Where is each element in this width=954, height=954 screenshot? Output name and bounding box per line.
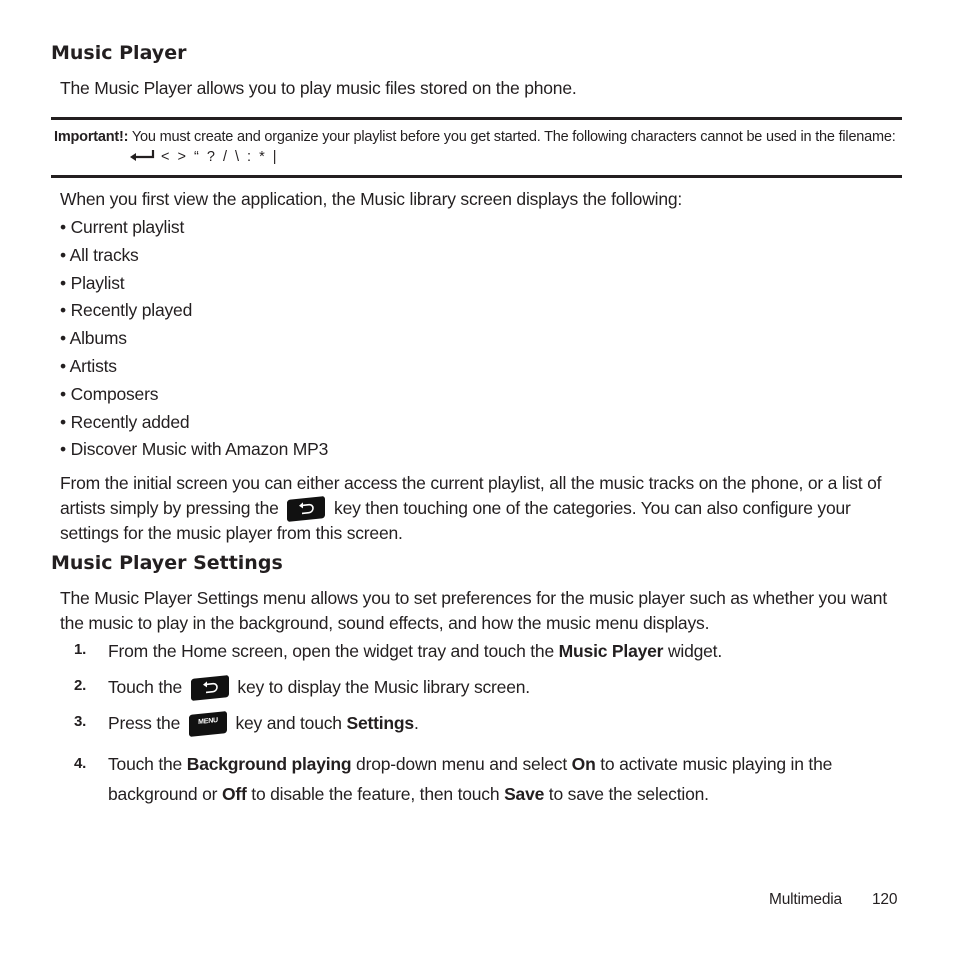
- settings-intro: The Music Player Settings menu allows you to set preferences for the music player such as whether you want the music to play in the background, sound effects, and how the music menu displays.: [60, 588, 887, 633]
- settings-steps: [74, 641, 904, 809]
- page-number: 120: [872, 891, 898, 908]
- intro-paragraph: The Music Player allows you to play music files stored on the phone.: [60, 78, 577, 98]
- step-2: 2. Touch the key to display the Music library screen.: [74, 677, 904, 713]
- heading-music-player-settings: Music Player Settings: [51, 552, 283, 574]
- library-list: [60, 215, 328, 465]
- footer-section: Multimedia: [769, 891, 842, 908]
- menu-key-icon: MENU: [189, 711, 227, 737]
- important-label: Important!:: [54, 129, 129, 145]
- back-key-icon: [287, 496, 325, 522]
- important-note: [51, 117, 902, 178]
- forbidden-characters-text: < > “ ? / \ : * |: [161, 149, 279, 165]
- list-item: • Recently played: [60, 300, 193, 321]
- step-1: 1. From the Home screen, open the widget tray and touch the Music Player widget.: [74, 641, 722, 661]
- heading-music-player: Music Player: [51, 42, 187, 64]
- back-key-icon: [191, 675, 229, 701]
- list-item: • Playlist: [60, 272, 125, 293]
- important-text: You must create and organize your playlist before you get started. The following characters cannot be used in the filename:: [131, 129, 896, 145]
- list-item: • All tracks: [60, 244, 139, 265]
- initial-screen-paragraph: From the initial screen you can either access the current playlist, all the music tracks on the phone, or a list of artists simply by pressing the key then touching one of the categories. You can also configure your settings for the music player from this screen.: [60, 473, 882, 543]
- list-item: • Composers: [60, 383, 159, 404]
- list-item: • Discover Music with Amazon MP3: [60, 439, 329, 460]
- list-item: • Artists: [60, 355, 117, 376]
- list-item: • Current playlist: [60, 217, 185, 237]
- list-item: • Recently added: [60, 411, 190, 432]
- forbidden-characters: [129, 149, 279, 165]
- step-3: 3. Press the MENU key and touch Settings.: [74, 713, 904, 749]
- library-intro: When you first view the application, the Music library screen displays the following:: [60, 189, 683, 209]
- enter-key-icon: [129, 149, 155, 165]
- list-item: • Albums: [60, 328, 127, 349]
- step-4: 4. Touch the Background playing drop-down menu and select On to activate music playing in the background or Off to disable the feature, then touch Save to save the selection.: [74, 754, 833, 804]
